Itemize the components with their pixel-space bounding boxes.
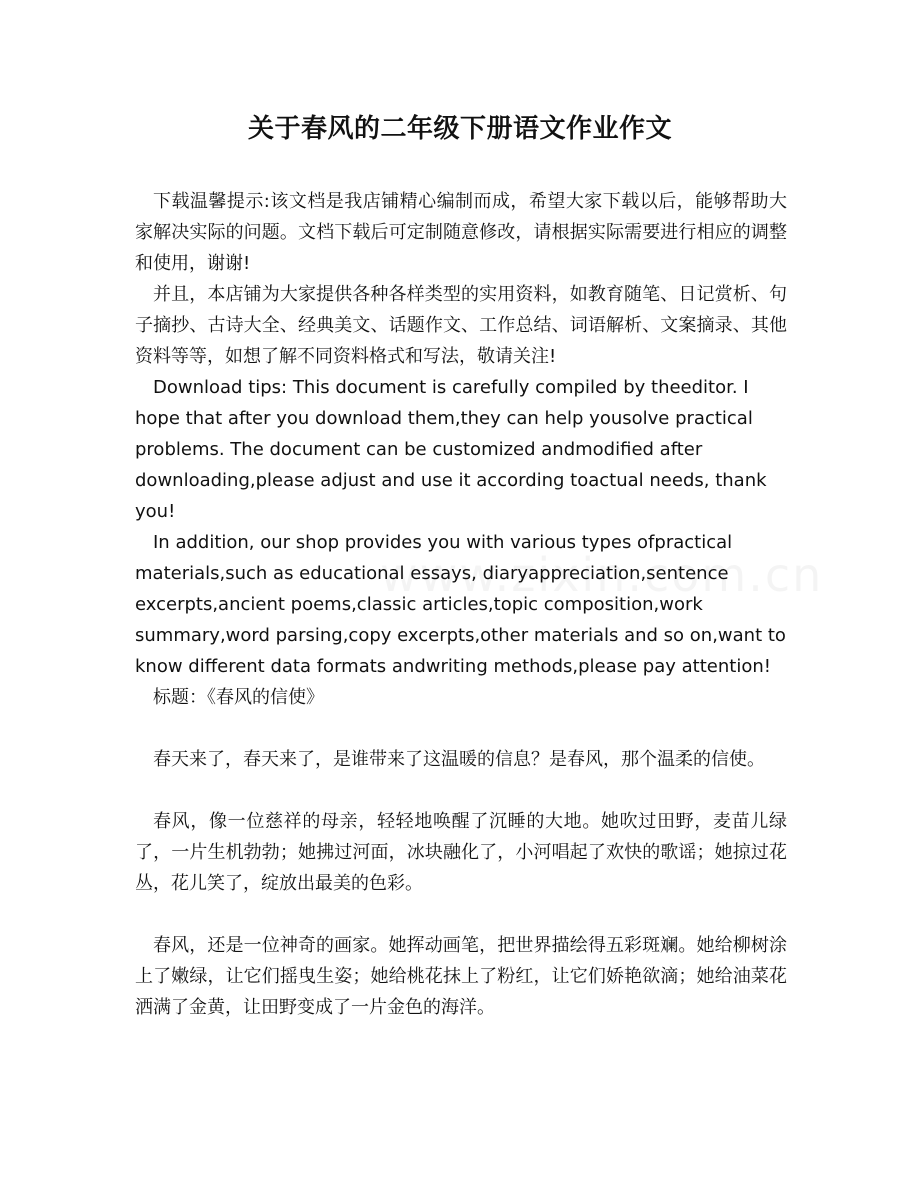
essay-paragraph-1: 春天来了，春天来了，是谁带来了这温暖的信息？是春风，那个温柔的信使。: [153, 749, 765, 770]
notice-paragraph-cn-1: 下载温馨提示:该文档是我店铺精心编制而成，希望大家下载以后，能够帮助大家解决实际的问题。文档下载后可定制随意修改，请根据实际需要进行相应的调整和使用，谢谢!: [135, 191, 787, 274]
essay-paragraph-1-block: [135, 744, 787, 775]
essay-paragraph-3: 春风，还是一位神奇的画家。她挥动画笔，把世界描绘得五彩斑斓。她给柳树涂上了嫩绿，让它们摇曳生姿；她给桃花抹上了粉红，让它们娇艳欲滴；她给油菜花洒满了金黄，让田野变成了一片金色的海洋。: [135, 935, 787, 1018]
download-notice-en: [135, 372, 787, 682]
watermark: [380, 548, 823, 602]
essay-paragraph-2: 春风，像一位慈祥的母亲，轻轻地唤醒了沉睡的大地。她吹过田野，麦苗儿绿了，一片生机勃勃；她拂过河面，冰块融化了，小河唱起了欢快的歌谣；她掠过花丛，花儿笑了，绽放出最美的色彩。: [135, 811, 787, 894]
essay-paragraph-2-block: [135, 806, 787, 899]
essay-paragraph-3-block: [135, 930, 787, 1023]
document-title: 关于春风的二年级下册语文作业作文: [247, 114, 672, 144]
download-notice-cn: [135, 186, 787, 372]
essay-title: 标题：《春风的信使》: [153, 687, 324, 708]
notice-paragraph-cn-2: 并且，本店铺为大家提供各种各样类型的实用资料，如教育随笔、日记赏析、句子摘抄、古诗大全、经典美文、话题作文、工作总结、词语解析、文案摘录、其他资料等等，如想了解不同资料格式和写法，敬请关注!: [135, 284, 787, 367]
notice-paragraph-en-2: In addition, our shop provides you with various types ofpractical materials,such as educational essays, diaryappreciation,sentence excerpts,ancient poems,classic articles,topic composition,work summary,word parsing,copy excerpts,other materials and so on,want to know different data formats andwriting methods,please pay attention!: [135, 532, 786, 677]
essay-heading-block: [135, 682, 787, 713]
notice-paragraph-en-1: Download tips: This document is carefully compiled by theeditor. I hope that after you download them,they can help yousolve practical problems. The document can be customized andmodified after downloading,please adjust and use it according toactual needs, thank you!: [135, 377, 767, 522]
